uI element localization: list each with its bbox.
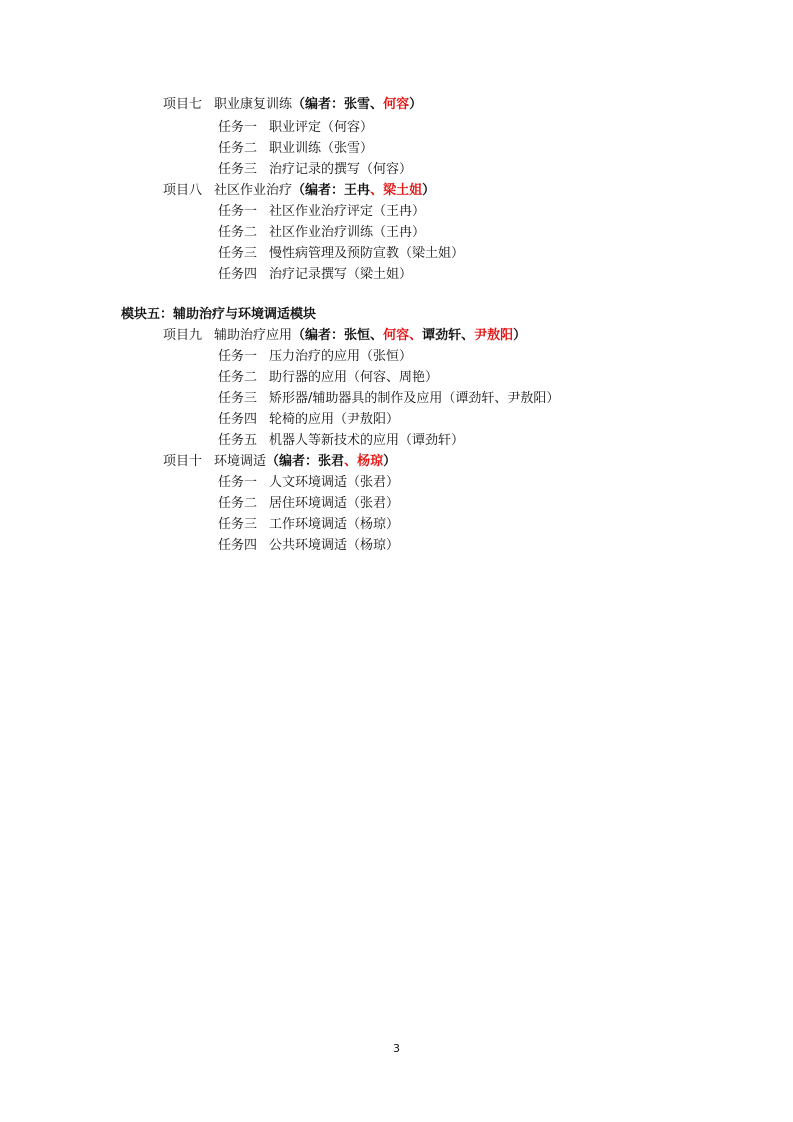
- task-line: [218, 119, 373, 137]
- task-label: 任务三: [218, 517, 258, 532]
- task-label: 任务一: [218, 204, 258, 219]
- editor-names: 张雪、: [344, 97, 384, 112]
- task-line: [218, 140, 373, 158]
- task-text: 治疗记录的撰写（何容）: [269, 162, 413, 177]
- task-text: 矫形器/辅助器具的制作及应用（谭劲轩、尹敖阳）: [269, 391, 560, 406]
- task-line: [218, 224, 425, 242]
- task-text: 社区作业治疗评定（王冉）: [269, 204, 426, 219]
- page-number: 3: [393, 1042, 400, 1055]
- task-label: 任务二: [218, 496, 258, 511]
- project-9-heading: [163, 327, 526, 345]
- task-text: 机器人等新技术的应用（谭劲轩）: [269, 433, 465, 448]
- task-label: 任务四: [218, 538, 258, 553]
- project-title: 社区作业治疗: [214, 183, 293, 198]
- project-10-heading: [163, 453, 396, 471]
- task-line: [218, 495, 399, 513]
- task-label: 任务三: [218, 391, 258, 406]
- project-title: 职业康复训练: [214, 97, 293, 112]
- editor-prefix: （编者：: [292, 97, 345, 112]
- task-label: 任务四: [218, 412, 258, 427]
- editor-name-highlighted: 尹敖阳: [474, 328, 514, 343]
- task-text: 人文环境调适（张君）: [269, 475, 400, 490]
- editor-name: 张恒、: [344, 328, 384, 343]
- task-label: 任务一: [218, 120, 258, 135]
- project-title: 辅助治疗应用: [214, 328, 293, 343]
- editor-prefix: （编者：: [292, 183, 345, 198]
- project-8-heading: [163, 182, 435, 200]
- task-text: 轮椅的应用（尹敖阳）: [269, 412, 400, 427]
- task-line: [218, 474, 399, 492]
- task-line: [218, 369, 438, 387]
- task-label: 任务一: [218, 475, 258, 490]
- task-line: [218, 411, 399, 429]
- editor-names-highlighted: 、梁土姐: [370, 183, 423, 198]
- task-label: 任务一: [218, 349, 258, 364]
- editor-names-highlighted: 、杨琼: [344, 454, 384, 469]
- task-text: 压力治疗的应用（张恒）: [269, 349, 413, 364]
- task-line: [218, 390, 559, 408]
- editor-names-highlighted: 何容: [383, 97, 410, 112]
- editor-prefix: （编者：: [266, 454, 319, 469]
- project-label: 项目十: [163, 454, 203, 469]
- task-text: 慢性病管理及预防宣教（梁土姐）: [269, 246, 465, 261]
- task-line: [218, 245, 464, 263]
- task-line: [218, 203, 425, 221]
- editor-suffix: ）: [513, 328, 527, 343]
- editor-name: 谭劲轩、: [422, 328, 475, 343]
- task-label: 任务二: [218, 141, 258, 156]
- task-text: 职业训练（张雪）: [269, 141, 374, 156]
- task-line: [218, 432, 464, 450]
- task-text: 工作环境调适（杨琼）: [269, 517, 400, 532]
- project-7-heading: [163, 96, 422, 114]
- task-text: 治疗记录撰写（梁土姐）: [269, 267, 413, 282]
- editor-name-highlighted: 何容、: [383, 328, 423, 343]
- task-line: [218, 161, 412, 179]
- task-text: 助行器的应用（何容、周艳）: [269, 370, 439, 385]
- task-label: 任务二: [218, 225, 258, 240]
- editor-suffix: ）: [409, 97, 423, 112]
- task-label: 任务四: [218, 267, 258, 282]
- project-label: 项目七: [163, 97, 203, 112]
- project-label: 项目八: [163, 183, 203, 198]
- editor-prefix: （编者：: [292, 328, 345, 343]
- task-text: 社区作业治疗训练（王冉）: [269, 225, 426, 240]
- task-text: 职业评定（何容）: [269, 120, 374, 135]
- editor-suffix: ）: [383, 454, 397, 469]
- task-text: 居住环境调适（张君）: [269, 496, 400, 511]
- editor-names: 张君: [318, 454, 345, 469]
- task-label: 任务三: [218, 246, 258, 261]
- task-label: 任务三: [218, 162, 258, 177]
- task-line: [218, 266, 412, 284]
- module-5-heading: 模块五：辅助治疗与环境调适模块: [121, 307, 317, 322]
- task-line: [218, 537, 399, 555]
- editor-names: 王冉: [344, 183, 371, 198]
- task-text: 公共环境调适（杨琼）: [269, 538, 400, 553]
- task-label: 任务五: [218, 433, 258, 448]
- editor-suffix: ）: [422, 183, 436, 198]
- task-line: [218, 348, 412, 366]
- project-title: 环境调适: [214, 454, 267, 469]
- task-line: [218, 516, 399, 534]
- task-label: 任务二: [218, 370, 258, 385]
- project-label: 项目九: [163, 328, 203, 343]
